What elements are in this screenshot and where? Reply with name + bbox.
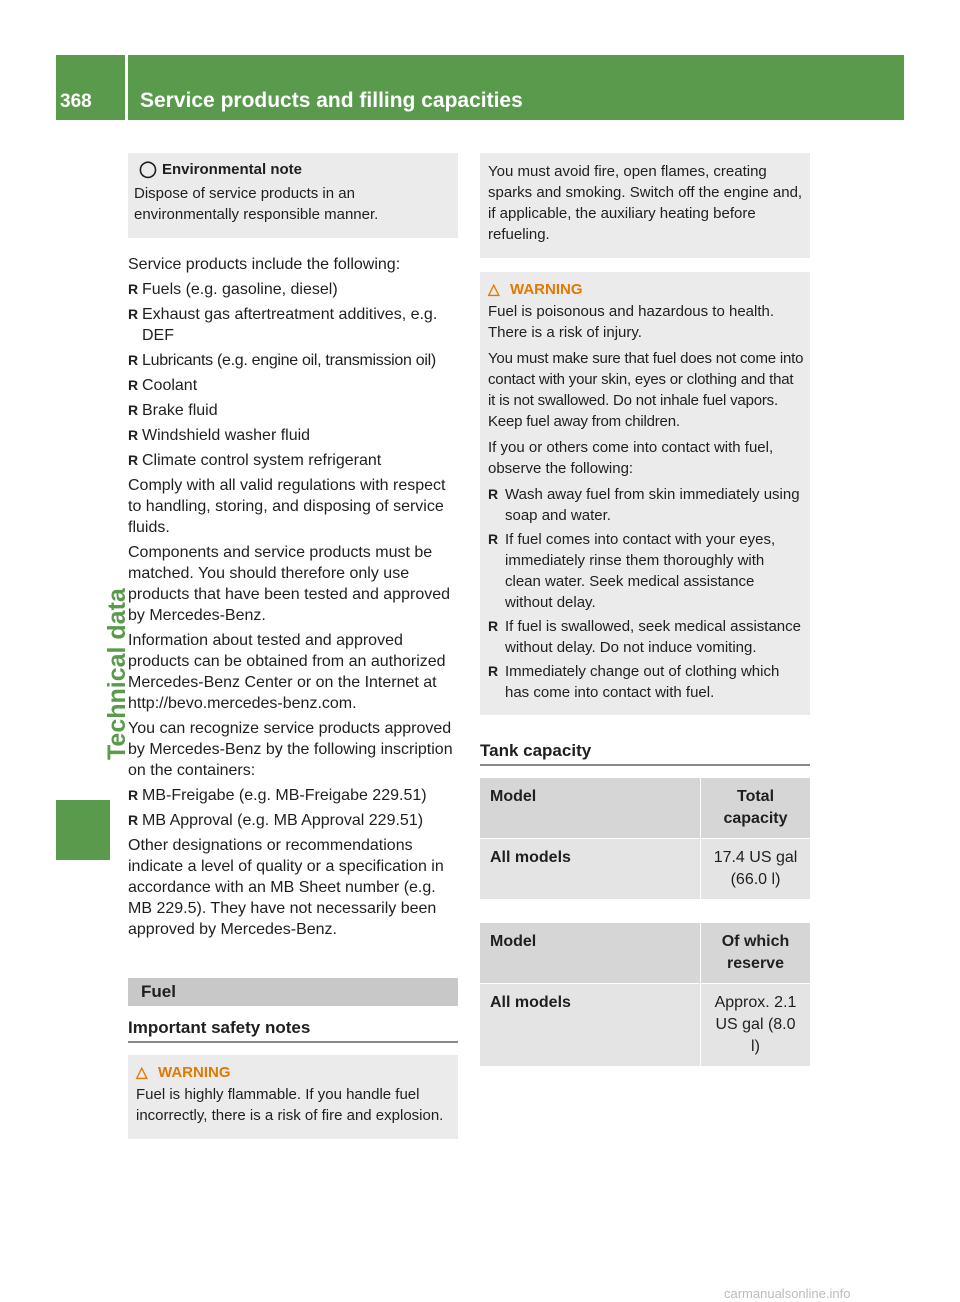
warning-text: Fuel is highly flammable. If you handle fuel incorrectly, there is a risk of fire and explosion. <box>136 1086 444 1124</box>
warning-box-fire <box>128 1055 458 1139</box>
list-item: R MB Approval (e.g. MB Approval 229.51) <box>128 810 458 831</box>
warning-list <box>488 484 804 703</box>
service-products-list <box>128 279 458 471</box>
list-item: R Lubricants (e.g. engine oil, transmission oil) <box>128 350 458 371</box>
table-cell: All models <box>480 984 701 1067</box>
table-row <box>480 923 810 984</box>
list-item: R Exhaust gas aftertreatment additives, e.g. DEF <box>128 304 458 346</box>
warning-text: If you or others come into contact with fuel, observe the following: <box>488 439 774 477</box>
list-item: R Coolant <box>128 375 458 396</box>
table-cell: 17.4 US gal (66.0 l) <box>701 839 811 900</box>
tank-capacity-heading: Tank capacity <box>480 741 810 766</box>
header-divider <box>125 55 128 120</box>
reserve-capacity-table <box>480 923 810 1066</box>
safety-notes-heading: Important safety notes <box>128 1018 458 1043</box>
environmental-note-text: Dispose of service products in an environmentally responsible manner. <box>134 185 379 223</box>
list-item: R Windshield washer fluid <box>128 425 458 446</box>
approval-list <box>128 785 458 831</box>
warning-triangle-icon: △ <box>136 1064 148 1081</box>
warning-box-poison <box>480 272 810 715</box>
side-tab-label: Technical data <box>103 588 131 760</box>
right-column <box>480 153 810 1066</box>
warning-title: △ WARNING <box>488 280 583 298</box>
paragraph: Information about tested and approved products can be obtained from an authorized Mercedes-Benz Center or on the Internet at http://bevo.mercedes-benz.com. <box>128 632 446 712</box>
list-item: R Immediately change out of clothing which has come into contact with fuel. <box>488 661 804 703</box>
left-column <box>128 153 458 1139</box>
list-item: R Wash away fuel from skin immediately using soap and water. <box>488 484 804 526</box>
list-item: R MB-Freigabe (e.g. MB-Freigabe 229.51) <box>128 785 458 806</box>
table-row <box>480 984 810 1067</box>
warning-text: You must make sure that fuel does not come into contact with your skin, eyes or clothing and that it is not swallowed. Do not inhale fuel vapors. Keep fuel away from children. <box>488 350 804 430</box>
list-item: R Brake fluid <box>128 400 458 421</box>
warning-text: Fuel is poisonous and hazardous to health. There is a risk of injury. <box>488 303 775 341</box>
side-tab-marker <box>56 800 110 860</box>
service-products-text <box>128 254 458 940</box>
table-row <box>480 839 810 900</box>
warning-title: △ WARNING <box>136 1063 231 1081</box>
total-capacity-table <box>480 778 810 899</box>
list-item: R If fuel comes into contact with your eyes, immediately rinse them thoroughly with clean water. Seek medical assistance without delay. <box>488 529 804 613</box>
lightbulb-icon: ◯ <box>139 161 157 178</box>
warning-text: You must avoid fire, open flames, creating sparks and smoking. Switch off the engine and, if applicable, the auxiliary heating before refueling. <box>488 163 803 243</box>
list-item: R If fuel is swallowed, seek medical assistance without delay. Do not induce vomiting. <box>488 616 804 658</box>
table-cell: All models <box>480 839 701 900</box>
warning-box-fire-continued <box>480 153 810 258</box>
table-header-cell: Of which reserve <box>701 923 811 984</box>
list-item: R Climate control system refrigerant <box>128 450 458 471</box>
warning-triangle-icon: △ <box>488 281 500 298</box>
paragraph: Comply with all valid regulations with respect to handling, storing, and disposing of service fluids. <box>128 477 446 536</box>
environmental-note-title: ◯ Environmental note <box>134 159 452 179</box>
table-header-cell: Model <box>480 923 701 984</box>
intro-text: Service products include the following: <box>128 256 401 273</box>
table-header-cell: Model <box>480 778 701 839</box>
paragraph: Other designations or recommendations indicate a level of quality or a specification in accordance with an MB Sheet number (e.g. MB 229.5). They have not necessarily been approved by Mercedes-Benz. <box>128 837 444 938</box>
paragraph: You can recognize service products approved by Mercedes-Benz by the following inscription on the containers: <box>128 720 453 779</box>
watermark-footer: carmanualsonline.info <box>724 1286 851 1301</box>
table-cell: Approx. 2.1 US gal (8.0 l) <box>701 984 811 1067</box>
page-title: Service products and filling capacities <box>140 89 523 112</box>
environmental-note <box>128 153 458 238</box>
table-row <box>480 778 810 839</box>
table-header-cell: Total capacity <box>701 778 811 839</box>
page-number: 368 <box>60 91 92 112</box>
list-item: R Fuels (e.g. gasoline, diesel) <box>128 279 458 300</box>
paragraph: Components and service products must be matched. You should therefore only use products that have been tested and approved by Mercedes-Benz. <box>128 544 451 624</box>
fuel-section-title: Fuel <box>128 978 458 1006</box>
